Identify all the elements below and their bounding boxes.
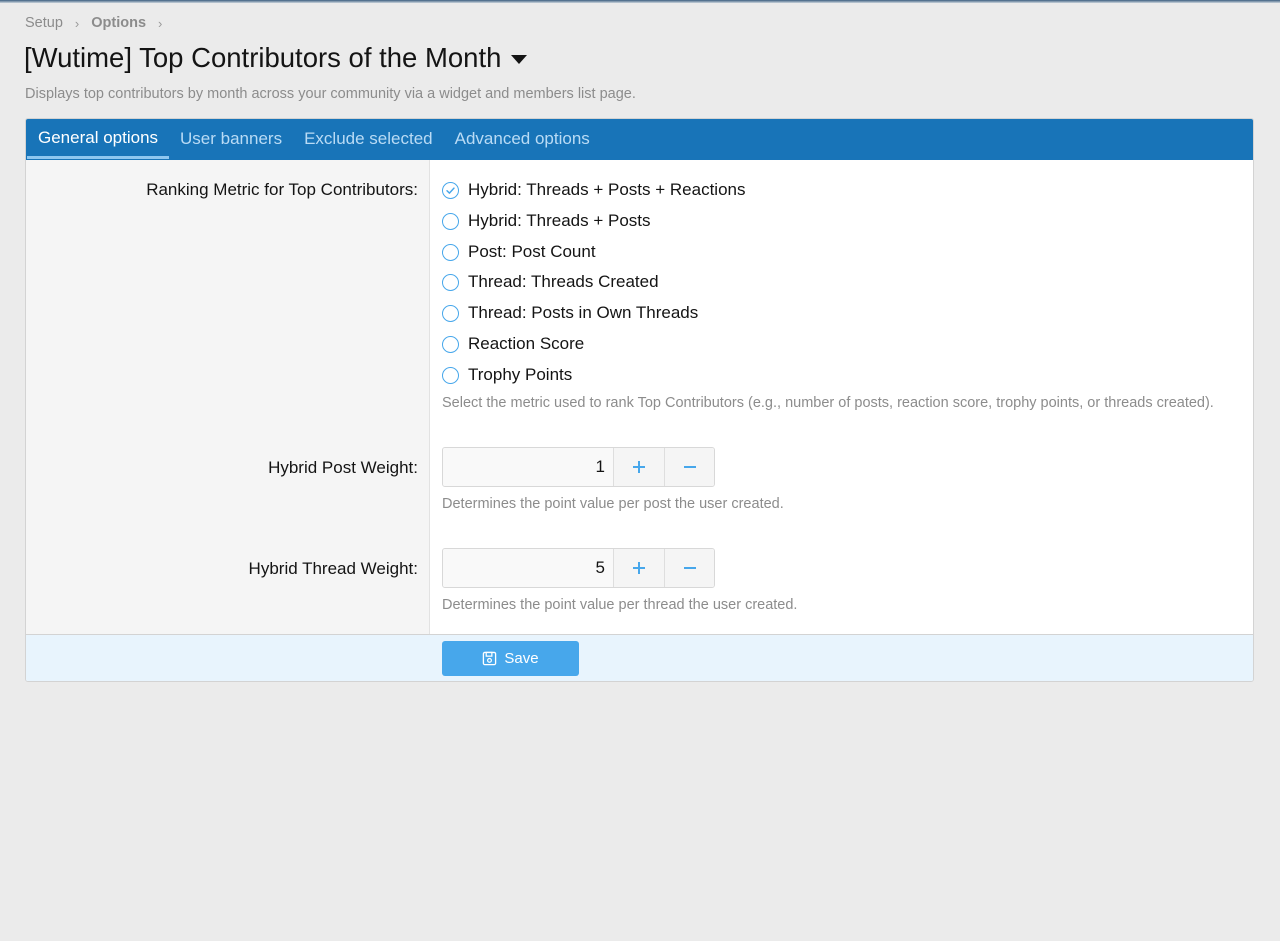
radio-option[interactable] xyxy=(442,334,584,354)
radio-unchecked-icon[interactable] xyxy=(442,336,459,353)
options-panel xyxy=(25,118,1254,682)
page-title-row[interactable] xyxy=(24,42,527,74)
increment-button[interactable] xyxy=(614,549,664,587)
radio-unchecked-icon[interactable] xyxy=(442,305,459,322)
radio-option[interactable] xyxy=(442,180,746,200)
page-description: Displays top contributors by month across your community via a widget and members list page. xyxy=(25,86,636,102)
radio-unchecked-icon[interactable] xyxy=(442,213,459,230)
chevron-right-icon: › xyxy=(74,15,80,31)
radio-option[interactable] xyxy=(442,211,651,231)
minus-icon xyxy=(683,460,697,474)
radio-label: Reaction Score xyxy=(468,334,585,353)
breadcrumb-setup[interactable]: Setup xyxy=(25,15,63,31)
radio-label: Post: Post Count xyxy=(468,242,596,261)
chevron-right-icon: › xyxy=(158,15,163,31)
plus-icon xyxy=(632,460,646,474)
radio-label: Hybrid: Threads + Posts + Reactions xyxy=(468,180,746,199)
page-title: [Wutime] Top Contributors of the Month xyxy=(24,42,502,73)
label-column xyxy=(26,160,430,634)
top-border xyxy=(0,0,1280,3)
radio-label: Thread: Threads Created xyxy=(468,272,659,291)
radio-checked-icon[interactable] xyxy=(442,182,459,199)
radio-option[interactable] xyxy=(442,242,596,262)
tab-exclude-selected[interactable]: Exclude selected xyxy=(304,129,433,148)
save-label: Save xyxy=(504,650,539,667)
caret-down-icon[interactable] xyxy=(511,55,527,64)
tab-general-options[interactable]: General options xyxy=(27,119,169,159)
radio-label: Hybrid: Threads + Posts xyxy=(468,211,651,230)
radio-label: Trophy Points xyxy=(468,365,573,384)
post-weight-input[interactable]: 1 xyxy=(443,448,614,486)
thread-weight-input[interactable]: 5 xyxy=(443,549,614,587)
increment-button[interactable] xyxy=(614,448,664,486)
plus-icon xyxy=(632,561,646,575)
minus-icon xyxy=(683,561,697,575)
ranking-metric-label: Ranking Metric for Top Contributors: xyxy=(146,180,418,199)
tab-user-banners[interactable]: User banners xyxy=(180,129,283,148)
tab-advanced-options[interactable]: Advanced options xyxy=(454,129,590,148)
decrement-button[interactable] xyxy=(664,448,714,486)
tab-bar xyxy=(26,119,1253,160)
thread-weight-stepper xyxy=(442,548,715,588)
radio-unchecked-icon[interactable] xyxy=(442,244,459,261)
radio-unchecked-icon[interactable] xyxy=(442,274,459,291)
save-button[interactable] xyxy=(442,641,579,676)
radio-label: Thread: Posts in Own Threads xyxy=(468,303,699,322)
decrement-button[interactable] xyxy=(664,549,714,587)
post-weight-hint: Determines the point value per post the user created. xyxy=(442,496,784,512)
post-weight-stepper xyxy=(442,447,715,487)
radio-unchecked-icon[interactable] xyxy=(442,367,459,384)
save-icon xyxy=(482,651,497,666)
form-body xyxy=(26,160,1253,634)
radio-option[interactable] xyxy=(442,272,659,292)
thread-weight-hint: Determines the point value per thread the user created. xyxy=(442,597,798,613)
breadcrumb xyxy=(25,15,174,31)
form-footer xyxy=(26,634,1253,682)
ranking-hint: Select the metric used to rank Top Contributors (e.g., number of posts, reaction score, trophy points, or threads created). xyxy=(442,395,1214,411)
radio-option[interactable] xyxy=(442,303,698,323)
post-weight-label: Hybrid Post Weight: xyxy=(268,458,418,477)
thread-weight-label: Hybrid Thread Weight: xyxy=(248,559,418,578)
breadcrumb-options[interactable]: Options xyxy=(91,15,147,31)
radio-option[interactable] xyxy=(442,365,572,385)
